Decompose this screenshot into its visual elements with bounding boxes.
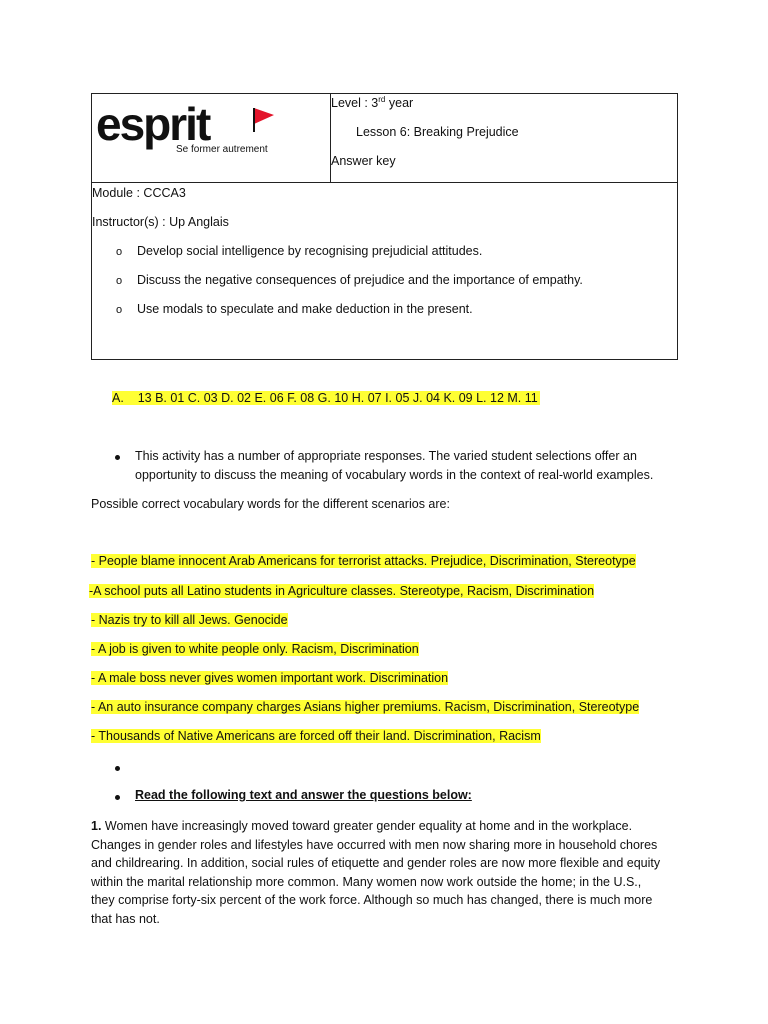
esprit-logo [96, 102, 278, 158]
possible-words-intro: Possible correct vocabulary words for the different scenarios are: [91, 497, 450, 511]
paragraph-line: and childrearing. In addition, social rules of etiquette and gender roles are now more flexible and equity [91, 856, 661, 871]
activity-note-line: This activity has a number of appropriate responses. The varied student selections offer an [135, 449, 637, 463]
course-info-cell [331, 94, 677, 183]
lesson-title: Lesson 6: Breaking Prejudice [356, 125, 519, 139]
paragraph-number: 1. [91, 819, 102, 833]
logo-tagline: Se former autrement [176, 144, 268, 155]
activity-note-line: opportunity to discuss the meaning of vocabulary words in the context of real-world examples. [135, 468, 654, 482]
module-label: Module : CCCA3 [92, 186, 186, 200]
instructor-label: Instructor(s) : Up Anglais [92, 215, 229, 229]
scenario-item: - A job is given to white people only. Racism, Discrimination [91, 642, 419, 656]
logo-cell [92, 94, 331, 183]
section-a-marker: A. [112, 391, 124, 405]
scenario-item: - People blame innocent Arab Americans for terrorist attacks. Prejudice, Discrimination, Stereotype [91, 554, 636, 568]
reading-instruction: Read the following text and answer the questions below: [135, 788, 472, 802]
section-a-answers [112, 391, 540, 405]
paragraph-line: Changes in gender roles and lifestyles have occurred with men now sharing more in household chores [91, 837, 658, 852]
scenario-item: - A male boss never gives women important work. Discrimination [91, 671, 449, 685]
paragraph-line: 1. Women have increasingly moved toward greater gender equality at home and in the workplace. [91, 819, 633, 833]
logo-flag [254, 108, 274, 124]
bullet-dot [115, 766, 120, 771]
scenario-item: - Thousands of Native Americans are forced off their land. Discrimination, Racism [91, 729, 541, 743]
header-table [91, 93, 678, 360]
reading-paragraph-1 [91, 817, 681, 929]
answer-key-label: Answer key [331, 154, 396, 168]
module-details-cell [92, 183, 677, 359]
objective-item: Use modals to speculate and make deduction in the present. [137, 302, 473, 316]
paragraph-line: that has not. [91, 911, 160, 926]
objective-item: Discuss the negative consequences of prejudice and the importance of empathy. [137, 273, 583, 287]
scenario-item: -A school puts all Latino students in Agriculture classes. Stereotype, Racism, Discrimination [89, 584, 595, 598]
scenario-item: - An auto insurance company charges Asians higher premiums. Racism, Discrimination, Stereotype [91, 700, 640, 714]
bullet-dot [115, 455, 120, 460]
paragraph-line: within the marital relationship more common. Many women now work outside the home; in the U.S., [91, 874, 642, 889]
objective-item: Develop social intelligence by recognising prejudicial attitudes. [137, 244, 483, 258]
objective-bullet: o [116, 246, 123, 258]
level-label: Level : 3rd year [331, 94, 414, 110]
section-a-answer-text: 13 B. 01 C. 03 D. 02 E. 06 F. 08 G. 10 H. 07 I. 05 J. 04 K. 09 L. 12 M. 11 [137, 391, 538, 405]
objective-bullet: o [116, 304, 123, 316]
objective-bullet: o [116, 275, 123, 287]
bullet-dot [115, 795, 120, 800]
logo-wordmark: esprit [96, 102, 210, 150]
scenario-item: - Nazis try to kill all Jews. Genocide [91, 613, 288, 627]
paragraph-line: they comprise forty-six percent of the work force. Although so much has changed, there is much more [91, 893, 653, 908]
